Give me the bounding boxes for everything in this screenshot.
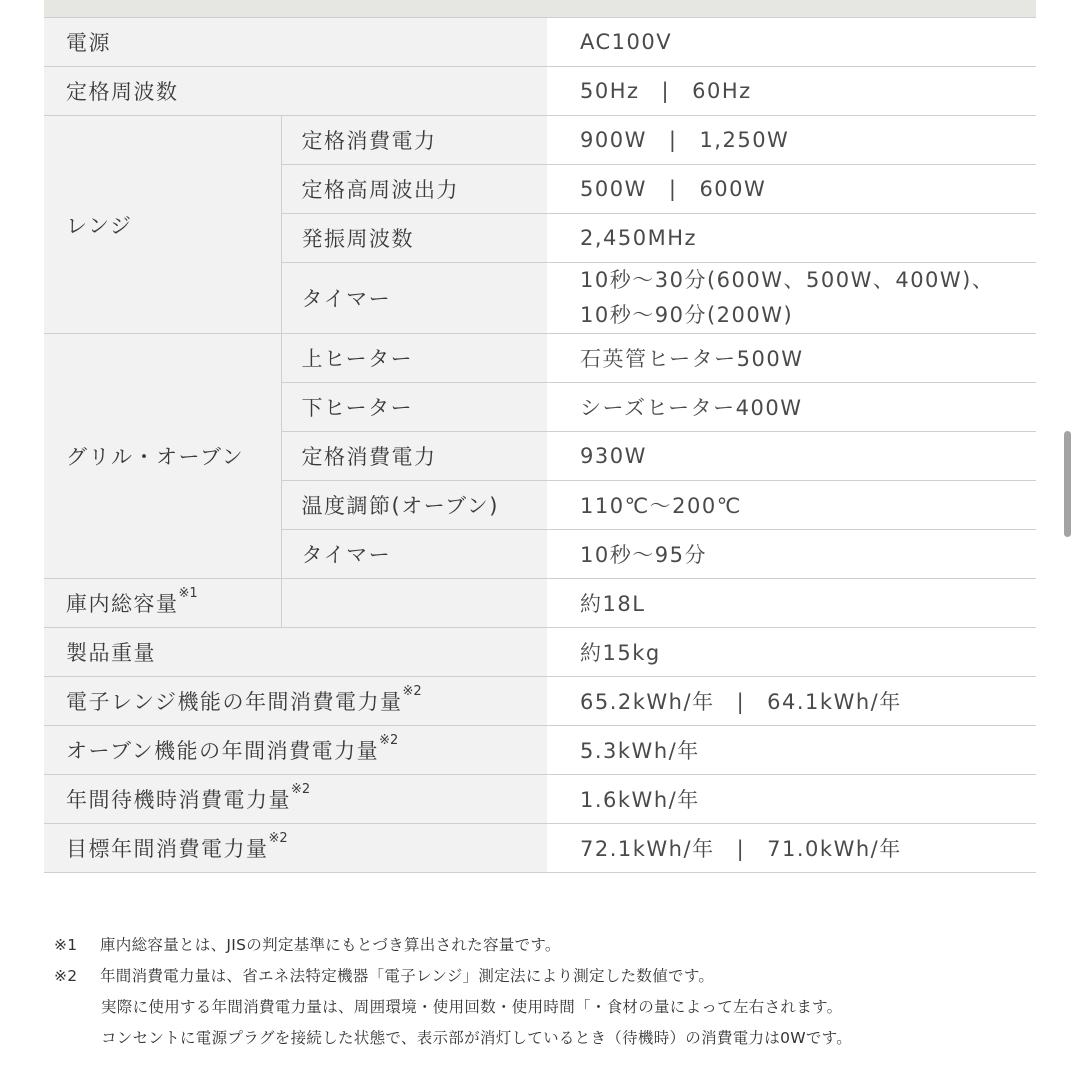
label-text: オーブン機能の年間消費電力量: [66, 739, 380, 763]
value-2: 1,250W: [699, 128, 790, 152]
table-row: [44, 579, 1036, 628]
row-value: AC100V: [547, 18, 1036, 67]
separator: |: [736, 837, 746, 861]
value-1: 50Hz: [580, 79, 640, 103]
table-row: [44, 628, 1036, 677]
footnote-mark: ※1: [54, 936, 78, 954]
footnote-mark: ※2: [54, 967, 78, 985]
row-value: [547, 67, 1036, 116]
separator: |: [668, 177, 678, 201]
label-text: 庫内総容量: [66, 592, 179, 616]
value-line-2: 10秒～90分(200W): [580, 303, 794, 327]
label-text: 年間待機時消費電力量: [66, 788, 291, 812]
spec-table: [44, 17, 1036, 873]
value-1: 500W: [580, 177, 647, 201]
separator: |: [661, 79, 671, 103]
footnote-text: 年間消費電力量は、省エネ法特定機器「電子レンジ」測定法により測定した数値です。: [100, 967, 715, 985]
row-value: 5.3kWh/年: [547, 726, 1036, 775]
separator: |: [668, 128, 678, 152]
table-row: [44, 18, 1036, 67]
group-label-grill: グリル・オーブン: [44, 334, 281, 579]
footnote-2-line-3: コンセントに電源プラグを接続した状態で、表示部が消灯しているとき（待機時）の消費電力は0Wです。: [101, 1029, 853, 1047]
footnotes: [54, 930, 1054, 1054]
sub-label: 温度調節(オーブン): [281, 481, 547, 530]
row-value: [547, 824, 1036, 873]
row-value: 2,450MHz: [547, 214, 1036, 263]
label-text: 目標年間消費電力量: [66, 837, 269, 861]
row-label: [44, 677, 547, 726]
value-1: 900W: [580, 128, 647, 152]
empty-cell: [281, 579, 547, 628]
row-label: [44, 775, 547, 824]
table-row: [44, 334, 1036, 383]
sub-label: 下ヒーター: [281, 383, 547, 432]
footnote-2: [54, 961, 1054, 992]
row-label: 電源: [44, 18, 547, 67]
value-2: 60Hz: [692, 79, 752, 103]
footnote-mark: ※2: [379, 733, 399, 748]
separator: |: [736, 690, 746, 714]
row-value: [547, 263, 1036, 334]
sub-label: タイマー: [281, 263, 547, 334]
row-value: 1.6kWh/年: [547, 775, 1036, 824]
scrollbar-thumb[interactable]: [1064, 431, 1071, 537]
row-value: シーズヒーター400W: [547, 383, 1036, 432]
sub-label: 上ヒーター: [281, 334, 547, 383]
row-value: [547, 116, 1036, 165]
footnote-mark: ※1: [178, 586, 198, 601]
footnote-text: 庫内総容量とは、JISの判定基準にもとづき算出された容量です。: [100, 936, 561, 954]
row-label: [44, 726, 547, 775]
row-label: 製品重量: [44, 628, 547, 677]
value-line-1: 10秒～30分(600W、500W、400W)、: [580, 268, 995, 292]
table-row: [44, 67, 1036, 116]
footnote-mark: ※2: [291, 782, 311, 797]
sub-label: タイマー: [281, 530, 547, 579]
row-value: 10秒～95分: [547, 530, 1036, 579]
row-value: 約15kg: [547, 628, 1036, 677]
value-2: 71.0kWh/年: [767, 837, 902, 861]
row-value: [547, 165, 1036, 214]
row-label: [44, 824, 547, 873]
table-row: [44, 116, 1036, 165]
footnote-2-line-2: 実際に使用する年間消費電力量は、周囲環境・使用回数・使用時間「・食材の量によって左右されます。: [101, 998, 843, 1016]
footnote-mark: ※2: [402, 684, 422, 699]
value-1: 65.2kWh/年: [580, 690, 715, 714]
top-band: [44, 0, 1036, 17]
value-2: 600W: [699, 177, 767, 201]
sub-label: 定格高周波出力: [281, 165, 547, 214]
value-1: 72.1kWh/年: [580, 837, 715, 861]
label-text: 電子レンジ機能の年間消費電力量: [66, 690, 403, 714]
value-2: 64.1kWh/年: [767, 690, 902, 714]
row-value: [547, 677, 1036, 726]
sub-label: 発振周波数: [281, 214, 547, 263]
row-value: 930W: [547, 432, 1036, 481]
footnote-mark: ※2: [268, 831, 288, 846]
row-value: 石英管ヒーター500W: [547, 334, 1036, 383]
row-label: 定格周波数: [44, 67, 547, 116]
footnote-1: [54, 930, 1054, 961]
row-value: 110℃～200℃: [547, 481, 1036, 530]
group-label-range: レンジ: [44, 116, 281, 334]
table-row: [44, 677, 1036, 726]
row-label: [44, 579, 281, 628]
sub-label: 定格消費電力: [281, 116, 547, 165]
sub-label: 定格消費電力: [281, 432, 547, 481]
table-row: [44, 824, 1036, 873]
table-row: [44, 726, 1036, 775]
table-row: [44, 775, 1036, 824]
row-value: 約18L: [547, 579, 1036, 628]
